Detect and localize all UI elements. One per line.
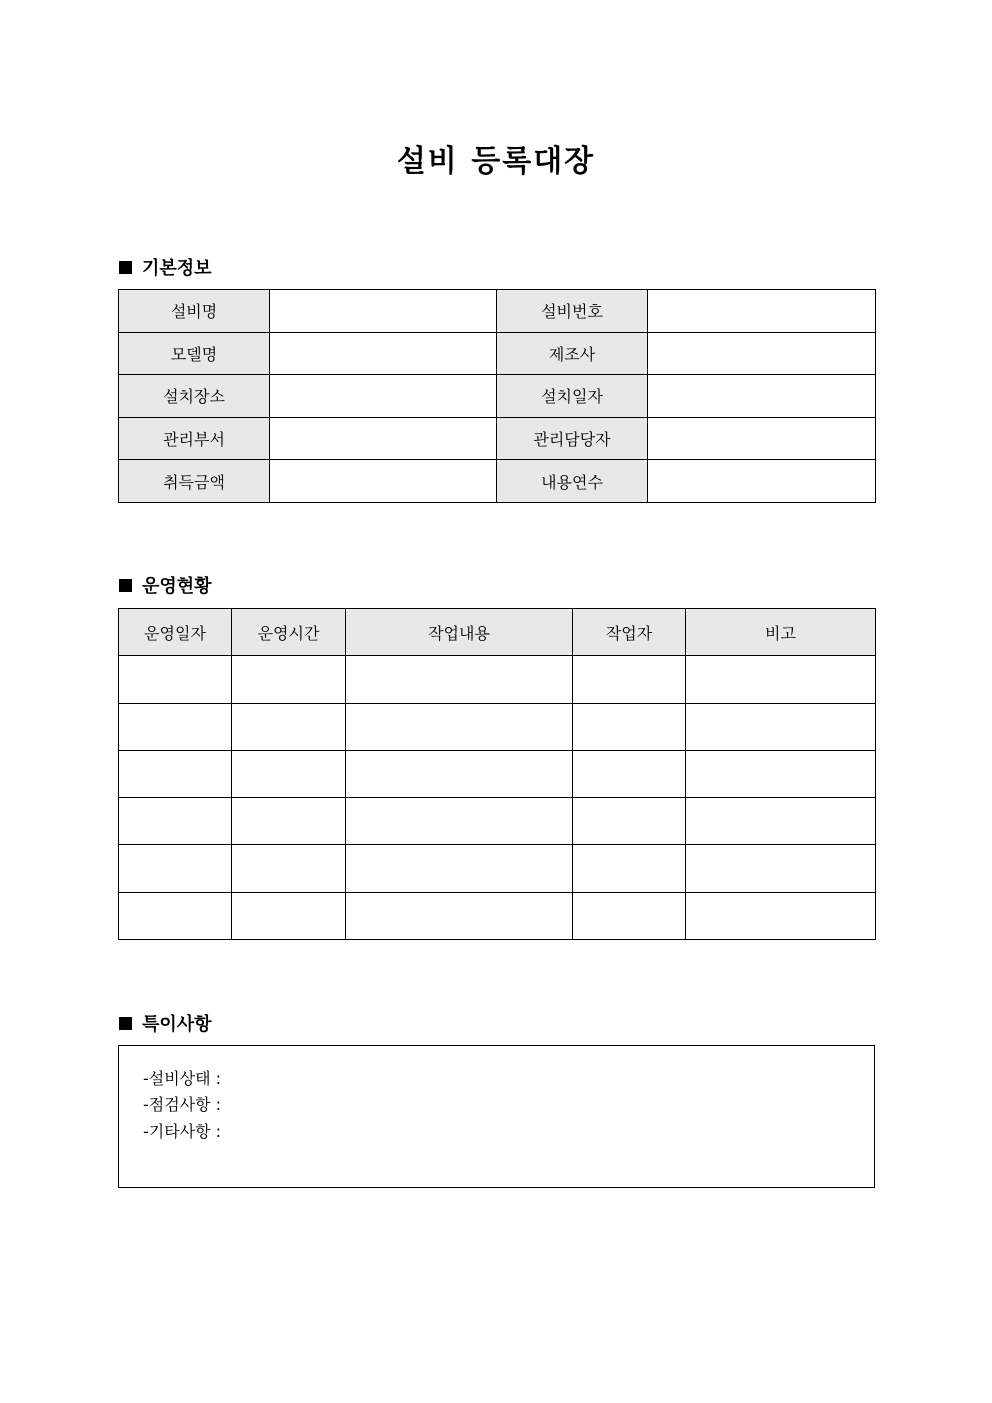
column-header: 작업내용 (346, 609, 573, 656)
square-bullet-icon (119, 579, 132, 592)
operation-row (119, 703, 876, 750)
operation-cell[interactable] (346, 798, 573, 845)
operation-cell[interactable] (346, 703, 573, 750)
operation-cell[interactable] (573, 750, 686, 797)
field-label: 관리부서 (119, 417, 270, 460)
field-label: 내용연수 (497, 460, 648, 503)
field-label: 설치장소 (119, 375, 270, 418)
field-label: 모델명 (119, 332, 270, 375)
remarks-heading-label: 특이사항 (142, 1014, 212, 1035)
remarks-heading (119, 1010, 212, 1036)
operation-cell[interactable] (232, 750, 346, 797)
column-header: 운영일자 (119, 609, 232, 656)
column-header: 비고 (686, 609, 876, 656)
operation-row (119, 750, 876, 797)
operation-table (118, 608, 876, 940)
field-label: 제조사 (497, 332, 648, 375)
operation-row (119, 798, 876, 845)
operation-row (119, 845, 876, 892)
operation-cell[interactable] (119, 703, 232, 750)
field-label: 설치일자 (497, 375, 648, 418)
operation-cell[interactable] (686, 703, 876, 750)
operation-cell[interactable] (232, 798, 346, 845)
operation-heading (119, 572, 212, 598)
operation-cell[interactable] (686, 656, 876, 703)
operation-cell[interactable] (232, 656, 346, 703)
field-label: 관리담당자 (497, 417, 648, 460)
field-label: 설비명 (119, 290, 270, 333)
field-value-cell[interactable] (648, 290, 876, 333)
basic-info-row (119, 375, 876, 418)
column-header: 작업자 (573, 609, 686, 656)
field-value-cell[interactable] (648, 375, 876, 418)
operation-cell[interactable] (686, 798, 876, 845)
operation-cell[interactable] (573, 703, 686, 750)
field-value-cell[interactable] (270, 460, 497, 503)
basic-info-row (119, 460, 876, 503)
operation-cell[interactable] (573, 656, 686, 703)
field-value-cell[interactable] (270, 290, 497, 333)
field-value-cell[interactable] (648, 460, 876, 503)
operation-cell[interactable] (573, 845, 686, 892)
column-header: 운영시간 (232, 609, 346, 656)
field-value-cell[interactable] (270, 375, 497, 418)
operation-header-row (119, 609, 876, 656)
operation-heading-label: 운영현황 (142, 576, 212, 597)
operation-cell[interactable] (119, 656, 232, 703)
field-label: 취득금액 (119, 460, 270, 503)
remarks-line-status: -설비상태 : (143, 1069, 222, 1088)
page-title: 설비 등록대장 (396, 144, 596, 179)
field-value-cell[interactable] (270, 417, 497, 460)
operation-cell[interactable] (686, 892, 876, 939)
field-label: 설비번호 (497, 290, 648, 333)
operation-cell[interactable] (346, 656, 573, 703)
operation-cell[interactable] (573, 892, 686, 939)
operation-cell[interactable] (232, 703, 346, 750)
operation-cell[interactable] (119, 750, 232, 797)
basic-info-row (119, 417, 876, 460)
basic-info-heading-label: 기본정보 (142, 258, 212, 279)
remarks-box[interactable] (118, 1045, 875, 1188)
operation-cell[interactable] (232, 845, 346, 892)
operation-cell[interactable] (686, 750, 876, 797)
field-value-cell[interactable] (270, 332, 497, 375)
operation-cell[interactable] (686, 845, 876, 892)
operation-cell[interactable] (232, 892, 346, 939)
operation-cell[interactable] (346, 892, 573, 939)
operation-cell[interactable] (119, 845, 232, 892)
field-value-cell[interactable] (648, 417, 876, 460)
operation-cell[interactable] (573, 798, 686, 845)
operation-cell[interactable] (346, 845, 573, 892)
operation-row (119, 656, 876, 703)
operation-cell[interactable] (119, 798, 232, 845)
operation-row (119, 892, 876, 939)
square-bullet-icon (119, 261, 132, 274)
square-bullet-icon (119, 1017, 132, 1030)
field-value-cell[interactable] (648, 332, 876, 375)
operation-cell[interactable] (119, 892, 232, 939)
remarks-line-other: -기타사항 : (143, 1122, 222, 1141)
remarks-line-inspection: -점검사항 : (143, 1095, 222, 1114)
basic-info-heading (119, 254, 212, 280)
basic-info-table (118, 289, 876, 503)
operation-cell[interactable] (346, 750, 573, 797)
basic-info-row (119, 332, 876, 375)
basic-info-row (119, 290, 876, 333)
